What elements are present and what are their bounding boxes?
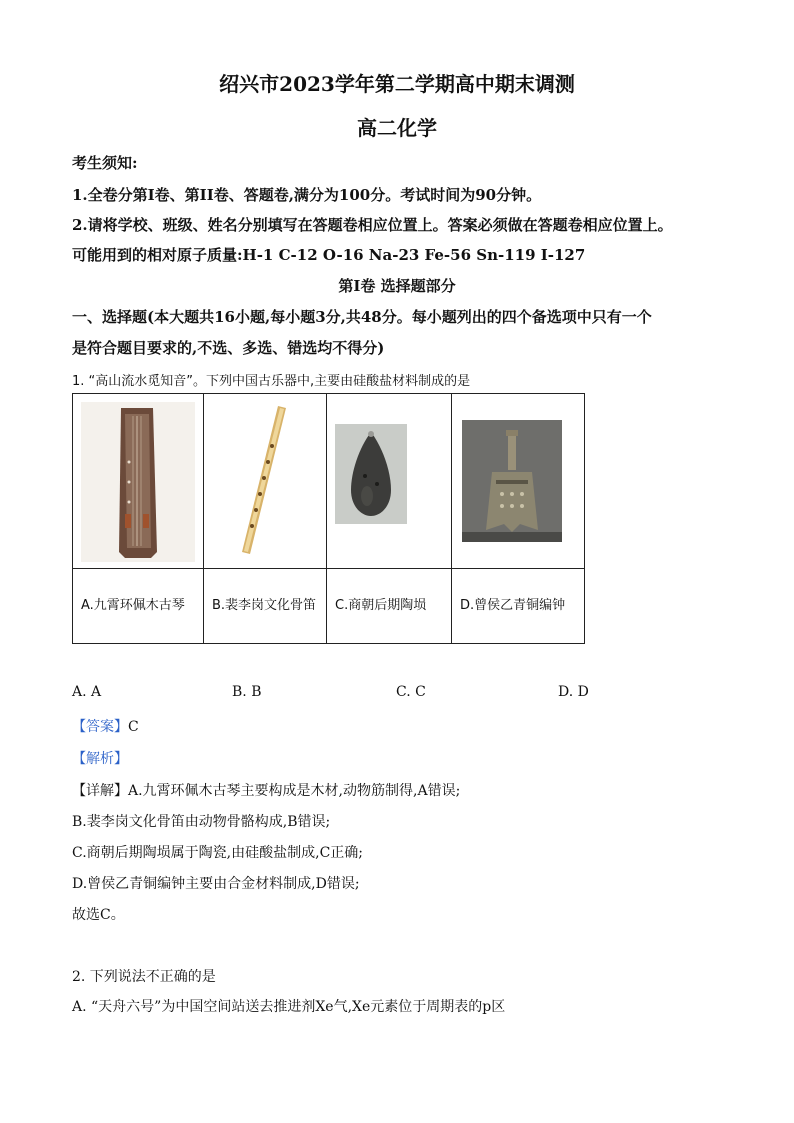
option-a-label: A.九霄环佩木古琴 [81, 598, 185, 613]
notice-line-2: 2.请将学校、班级、姓名分别填写在答题卷相应位置上。答案必须做在答题卷相应位置上。 [72, 216, 673, 234]
notice-heading: 考生须知: [72, 154, 138, 172]
section-title: 第I卷 选择题部分 [338, 277, 456, 295]
detail-line-2: B.裴李岗文化骨笛由动物骨骼构成,B错误; [72, 814, 331, 830]
guqin-image [81, 402, 195, 562]
answer-value: C [128, 719, 139, 735]
detail-line-1 [72, 780, 460, 800]
detail-line-4: D.曾侯乙青铜编钟主要由合金材料制成,D错误; [72, 876, 360, 892]
bone-flute-image [212, 402, 322, 562]
detail-tag: 【详解】 [72, 783, 128, 799]
answer-line [72, 716, 139, 736]
bronze-bell-image [462, 420, 562, 542]
choice-c: C. C [396, 684, 426, 700]
option-b-image-cell [204, 394, 327, 569]
question-2-stem: 2. 下列说法不正确的是 [72, 969, 216, 985]
option-c-image-cell [327, 394, 452, 569]
choice-d: D. D [558, 684, 589, 700]
choice-b: B. B [232, 684, 262, 700]
question-1-options-table [72, 393, 585, 644]
question-2-option-a: A. “天舟六号”为中国空间站送去推进剂Xe气,Xe元素位于周期表的p区 [72, 999, 506, 1015]
notice-line-1: 1.全卷分第I卷、第II卷、答题卷,满分为100分。考试时间为90分钟。 [72, 186, 542, 204]
option-c-label-cell [327, 569, 452, 644]
pottery-xun-image [335, 424, 407, 524]
option-b-label-cell [204, 569, 327, 644]
exam-title: 绍兴市2023学年第二学期高中期末调测 [219, 72, 575, 96]
choice-a: A. A [72, 684, 102, 700]
option-d-label: D.曾侯乙青铜编钟 [460, 598, 566, 613]
exam-subject: 高二化学 [357, 116, 437, 140]
section-instruction-1: 一、选择题(本大题共16小题,每小题3分,共48分。每小题列出的四个备选项中只有一个 [72, 308, 652, 326]
detail-line-5: 故选C。 [72, 907, 125, 923]
option-a-label-cell [73, 569, 204, 644]
detail-text-1: A.九霄环佩木古琴主要构成是木材,动物筋制得,A错误; [128, 783, 461, 799]
answer-tag: 【答案】 [72, 719, 128, 735]
option-d-label-cell [452, 569, 585, 644]
section-instruction-2: 是符合题目要求的,不选、多选、错选均不得分) [72, 339, 385, 357]
option-a-image-cell [73, 394, 204, 569]
analysis-tag: 【解析】 [72, 751, 128, 767]
option-b-label: B.裴李岗文化骨笛 [212, 598, 317, 613]
option-c-label: C.商朝后期陶埙 [335, 598, 427, 613]
detail-line-3: C.商朝后期陶埙属于陶瓷,由硅酸盐制成,C正确; [72, 845, 363, 861]
atomic-masses: 可能用到的相对原子质量:H-1 C-12 O-16 Na-23 Fe-56 Sn-119 I-127 [72, 246, 586, 264]
question-1-stem: 1. “高山流水觅知音”。下列中国古乐器中,主要由硅酸盐材料制成的是 [72, 374, 471, 389]
option-d-image-cell [452, 394, 585, 569]
